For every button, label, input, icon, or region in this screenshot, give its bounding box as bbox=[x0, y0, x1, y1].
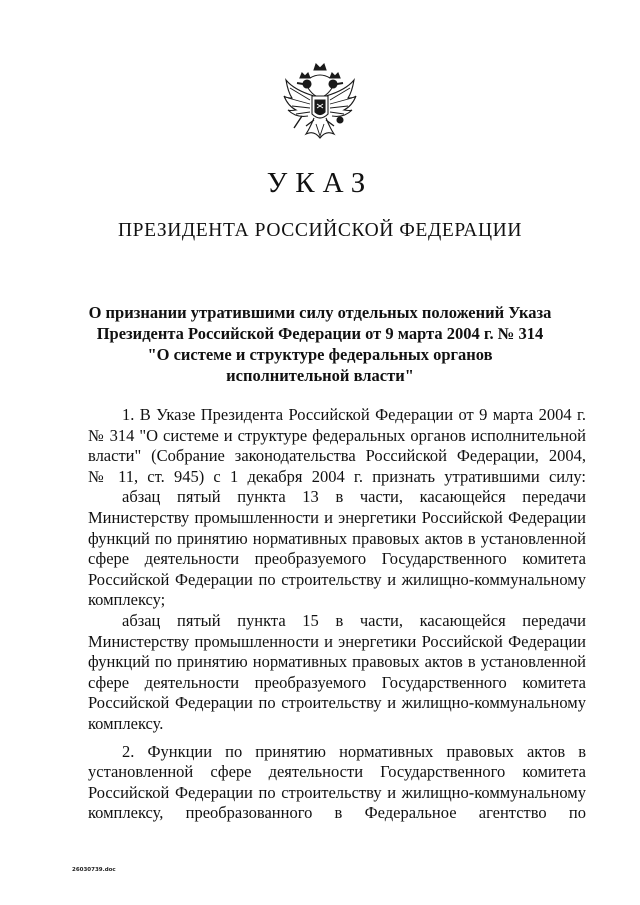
body-line: власти" (Собрание законодательства Российской Федерации, 2004, bbox=[88, 446, 586, 466]
file-code: 26030739.doc bbox=[72, 867, 116, 873]
body-line: 2. Функции по принятию нормативных правовых актов в bbox=[122, 741, 586, 761]
heading-line: исполнительной власти" bbox=[226, 366, 414, 385]
heading-line: Президента Российской Федерации от 9 марта 2004 г. № 314 bbox=[96, 324, 544, 343]
body-line: Российской Федерации по строительству и жилищно-коммунальному bbox=[88, 693, 586, 713]
body-line: 1. В Указе Президента Российской Федерации от 9 марта 2004 г. bbox=[122, 405, 586, 424]
body-line: комплексу; bbox=[88, 590, 166, 610]
body-line: сфере деятельности преобразуемого Государственного комитета bbox=[88, 549, 586, 569]
body-line: № 11, ст. 945) с 1 декабря 2004 г. признать утратившими силу: bbox=[88, 466, 586, 486]
body-line: функций по принятию нормативных правовых актов в установленной bbox=[88, 652, 586, 672]
body-line: № 314 "О системе и структуре федеральных органов исполнительной bbox=[88, 425, 586, 445]
body-line: функций по принятию нормативных правовых актов в установленной bbox=[88, 528, 586, 548]
body-line: установленной сфере деятельности Государственного комитета bbox=[88, 762, 586, 782]
double-headed-eagle-coat-of-arms-icon bbox=[280, 62, 360, 152]
body-line: комплексу. bbox=[88, 713, 164, 733]
body-line: Российской Федерации по строительству и жилищно-коммунальному bbox=[88, 782, 586, 802]
body-line: комплексу, преобразованного в Федеральное агентство по bbox=[88, 803, 586, 823]
heading-line: О признании утратившими силу отдельных положений Указа bbox=[88, 303, 552, 322]
document-title: УКАЗ bbox=[266, 167, 374, 199]
body-line: сфере деятельности преобразуемого Государственного комитета bbox=[88, 672, 586, 692]
decree-heading bbox=[80, 302, 560, 386]
decree-body bbox=[88, 405, 586, 824]
paragraph-gap bbox=[88, 735, 586, 742]
body-line: Министерству промышленности и энергетики Российской Федерации bbox=[88, 507, 586, 527]
body-line: Министерству промышленности и энергетики Российской Федерации bbox=[88, 631, 586, 651]
body-line: Российской Федерации по строительству и жилищно-коммунальному bbox=[88, 569, 586, 589]
body-line: абзац пятый пункта 13 в части, касающейся передачи bbox=[122, 487, 586, 507]
heading-line: "О системе и структуре федеральных органов bbox=[147, 345, 493, 364]
document-subtitle: ПРЕЗИДЕНТА РОССИЙСКОЙ ФЕДЕРАЦИИ bbox=[117, 220, 523, 241]
body-line: абзац пятый пункта 15 в части, касающейся передачи bbox=[122, 610, 586, 630]
